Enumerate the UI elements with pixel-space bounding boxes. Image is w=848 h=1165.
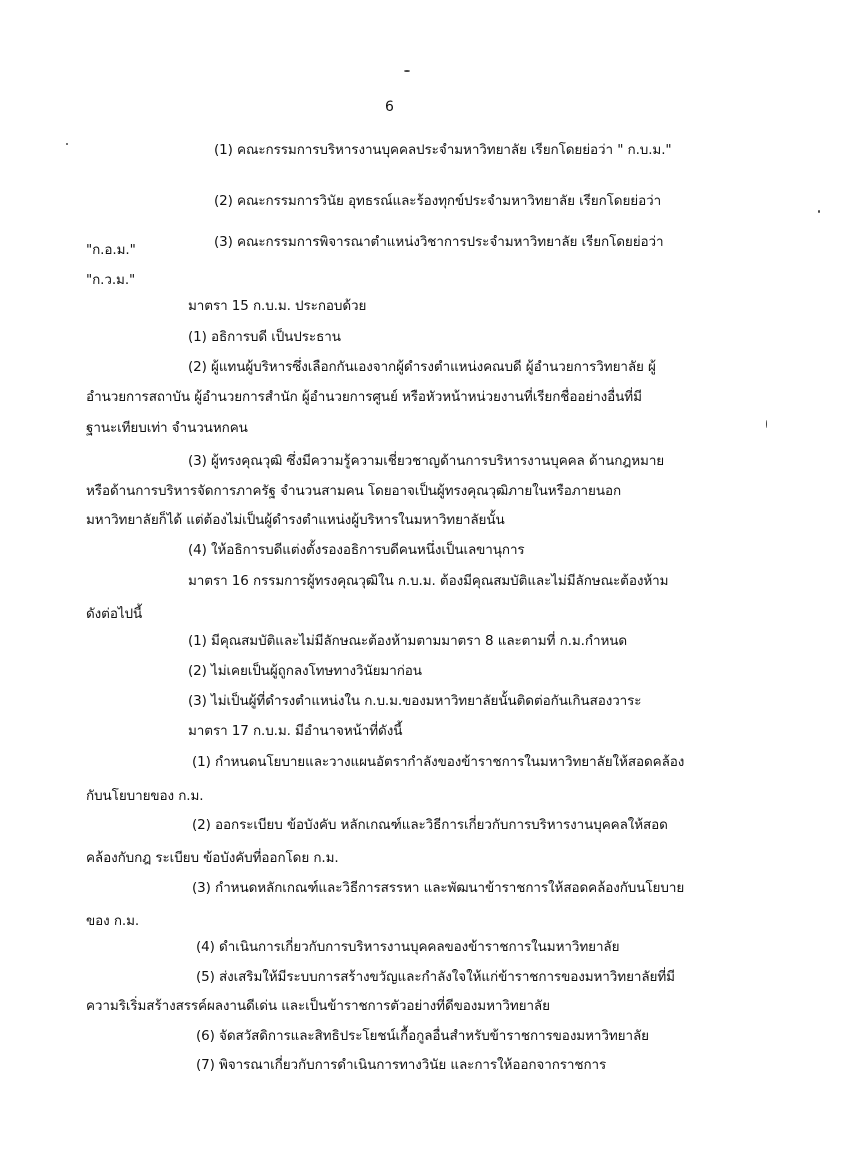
doc-line: อำนวยการสถาบัน ผู้อำนวยการสำนัก ผู้อำนวยการศูนย์ หรือหัวหน้าหน่วยงานที่เรียกชื่ออย่างอื่นที่มี [86,389,642,405]
doc-line: (4) ให้อธิการบดีแต่งตั้งรองอธิการบดีคนหนึ่งเป็นเลขานุการ [188,542,525,558]
doc-line: (1) อธิการบดี เป็นประธาน [188,329,341,345]
scan-speck-mark [404,70,410,72]
doc-line: หรือด้านการบริหารจัดการภาครัฐ จำนวนสามคน โดยอาจเป็นผู้ทรงคุณวุฒิภายในหรือภายนอก [86,483,622,499]
doc-line: คล้องกับกฎ ระเบียบ ข้อบังคับที่ออกโดย ก.ม. [86,850,339,866]
doc-line: (2) คณะกรรมการวินัย อุทธรณ์และร้องทุกข์ประจำมหาวิทยาลัย เรียกโดยย่อว่า [214,193,662,209]
doc-line: (3) กำหนดหลักเกณฑ์และวิธีการสรรหา และพัฒนาข้าราชการให้สอดคล้องกับนโยบาย [192,880,685,896]
doc-line: (1) คณะกรรมการบริหารงานบุคคลประจำมหาวิทยาลัย เรียกโดยย่อว่า " ก.บ.ม." [214,142,672,158]
page-number: 6 [385,99,394,115]
doc-line: "ก.ว.ม." [86,272,136,288]
doc-line: ฐานะเทียบเท่า จำนวนหกคน [86,420,248,436]
doc-line: (3) ผู้ทรงคุณวุฒิ ซึ่งมีความรู้ความเชี่ยวชาญด้านการบริหารงานบุคคล ด้านกฎหมาย [188,453,665,469]
doc-line: (1) มีคุณสมบัติและไม่มีลักษณะต้องห้ามตามมาตรา 8 และตามที่ ก.ม.กำหนด [188,633,628,649]
doc-line: (1) กำหนดนโยบายและวางแผนอัตรากำลังของข้าราชการในมหาวิทยาลัยให้สอดคล้อง [192,754,685,770]
doc-line: (3) คณะกรรมการพิจารณาตำแหน่งวิชาการประจำมหาวิทยาลัย เรียกโดยย่อว่า [214,234,664,250]
doc-line: ของ ก.ม. [86,913,140,929]
doc-line: มหาวิทยาลัยก็ได้ แต่ต้องไม่เป็นผู้ดำรงตำแหน่งผู้บริหารในมหาวิทยาลัยนั้น [86,512,505,528]
doc-line: กับนโยบายของ ก.ม. [86,788,204,804]
doc-line: (4) ดำเนินการเกี่ยวกับการบริหารงานบุคคลของข้าราชการในมหาวิทยาลัย [196,939,620,955]
doc-line: (7) พิจารณาเกี่ยวกับการดำเนินการทางวินัย และการให้ออกจากราชการ [196,1057,607,1073]
doc-line: (2) ผู้แทนผู้บริหารซึ่งเลือกกันเองจากผู้ดำรงตำแหน่งคณบดี ผู้อำนวยการวิทยาลัย ผู้ [188,359,656,375]
doc-line: (3) ไม่เป็นผู้ที่ดำรงตำแหน่งใน ก.บ.ม.ของมหาวิทยาลัยนั้นติดต่อกันเกินสองวาระ [188,693,642,709]
doc-line: (2) ไม่เคยเป็นผู้ถูกลงโทษทางวินัยมาก่อน [188,663,422,679]
doc-line: ดังต่อไปนี้ [86,606,143,622]
doc-line: (5) ส่งเสริมให้มีระบบการสร้างขวัญและกำลังใจให้แก่ข้าราชการของมหาวิทยาลัยที่มี [196,969,675,985]
doc-line: (2) ออกระเบียบ ข้อบังคับ หลักเกณฑ์และวิธีการเกี่ยวกับการบริหารงานบุคคลให้สอด [192,817,668,833]
doc-line: มาตรา 16 กรรมการผู้ทรงคุณวุฒิใน ก.บ.ม. ต้องมีคุณสมบัติและไม่มีลักษณะต้องห้าม [188,573,669,589]
doc-line: ความริเริ่มสร้างสรรค์ผลงานดีเด่น และเป็นข้าราชการตัวอย่างที่ดีของมหาวิทยาลัย [86,998,550,1014]
doc-line: (6) จัดสวัสดิการและสิทธิประโยชน์เกื้อกูลอื่นสำหรับข้าราชการของมหาวิทยาลัย [196,1028,649,1044]
scan-speck-mark [766,420,767,428]
doc-line: มาตรา 15 ก.บ.ม. ประกอบด้วย [188,298,367,314]
scan-speck-mark [818,210,820,213]
scan-speck-mark [66,143,68,145]
doc-line: "ก.อ.ม." [86,242,136,258]
doc-line: มาตรา 17 ก.บ.ม. มีอำนาจหน้าที่ดังนี้ [188,723,403,739]
